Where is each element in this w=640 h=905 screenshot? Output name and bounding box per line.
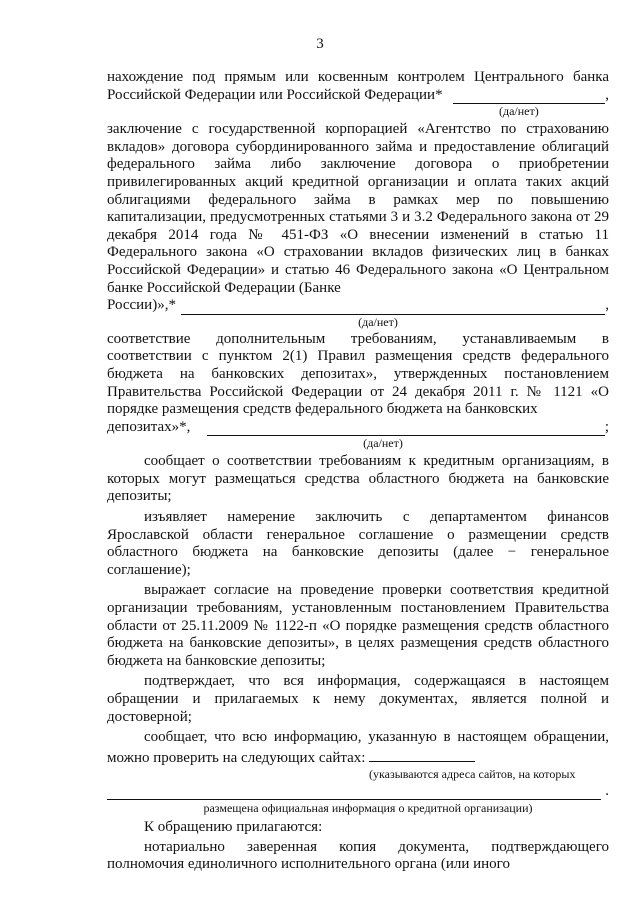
deposit-agency-tail: , xyxy=(605,297,609,314)
paragraph-deposit-agency-last xyxy=(107,297,609,315)
attachments-heading: К обращению прилагаются: xyxy=(144,818,323,835)
paragraph-attachment-notarized-copy: нотариально заверенная копия документа, подтверждающего полномочия единоличного исполнительного органа (или иного xyxy=(107,838,609,873)
websites-hint-2: размещена официальная информация о кредитной организации) xyxy=(203,800,533,815)
paragraph-requirements: соответствие дополнительным требованиям, устанавливаемым в соответствии с пунктом 2(1) Правил размещения средств федерального бюджета на банковских депозитах», утвержденных постановлением Правительства Российской Федерации от 24 декабря 2011 г. № 1121 «О порядке размещения средств федерального бюджета на банковских xyxy=(107,330,609,418)
paragraph-control-text: Российской Федерации или Российской Федерации* xyxy=(107,86,443,103)
requirements-answer-field[interactable] xyxy=(207,421,605,436)
document-body xyxy=(107,69,609,874)
control-answer-field[interactable] xyxy=(453,89,605,104)
websites-tail: . xyxy=(605,783,609,800)
paragraph-control-line1: нахождение под прямым или косвенным контролем Центрального банка xyxy=(107,69,609,85)
paragraph-deposit-agency: заключение с государственной корпорацией «Агентство по страхованию вкладов» договора субординированного займа и предоставление облигаций федерального займа либо заключение договора о приобретении привилегированных акций кредитной организации и оплата таких акций облигациями федерального займа в рамках мер по повышению капитализации, предусмотренных статьями 3 и 3.2 Федерального закона от 29 декабря 2014 года № 451-ФЗ «О внесении изменений в статью 11 Федерального закона «О страховании вкладов физических лиц в банках Российской Федерации» и статью 46 Федерального закона «О Центральном банке Российской Федерации (Банке xyxy=(107,121,609,296)
page-number: 3 xyxy=(316,36,324,52)
paragraph-compliance: сообщает о соответствии требованиям к кредитным организациям, в которых могут размещаться средства областного бюджета на банковские депозиты; xyxy=(107,453,609,505)
websites-field-2[interactable] xyxy=(107,783,601,800)
control-tail: , xyxy=(605,86,609,103)
requirements-last-text: депозитах»*, xyxy=(107,418,191,435)
requirements-tail: ; xyxy=(604,418,609,435)
paragraph-confirmation: подтверждает, что вся информация, содержащаяся в настоящем обращении и прилагаемых к нему документах, является полной и достоверной; xyxy=(107,673,609,725)
paragraph-intention: изъявляет намерение заключить с департаментом финансов Ярославской области генеральное соглашение о размещении средств областного бюджета на банковские депозиты (далее − генеральное соглашение); xyxy=(107,509,609,578)
deposit-agency-last-text: России)»,* xyxy=(107,297,176,314)
paragraph-consent: выражает согласие на проведение проверки соответствия кредитной организации требованиям, установленным постановлением Правительства области от 25.11.2009 № 1122-п «О порядке размещения средств областного бюджета на банковские депозиты», в целях размещения средств областного бюджета на банковские депозиты; xyxy=(107,582,609,669)
deposit-agency-hint: (да/нет) xyxy=(358,314,398,329)
websites-hint-1: (указываются адреса сайтов, на которых xyxy=(369,767,576,782)
websites-field-1[interactable] xyxy=(369,747,475,762)
paragraph-requirements-last xyxy=(107,419,609,437)
requirements-hint: (да/нет) xyxy=(363,436,403,451)
websites-text: сообщает, что всю информацию, указанную в настоящем обращении, можно проверить на следующих сайтах: xyxy=(107,729,609,766)
deposit-agency-answer-field[interactable] xyxy=(181,300,605,315)
control-hint: (да/нет) xyxy=(499,104,539,119)
paragraph-control-line2 xyxy=(107,87,609,105)
paragraph-websites xyxy=(107,729,609,767)
